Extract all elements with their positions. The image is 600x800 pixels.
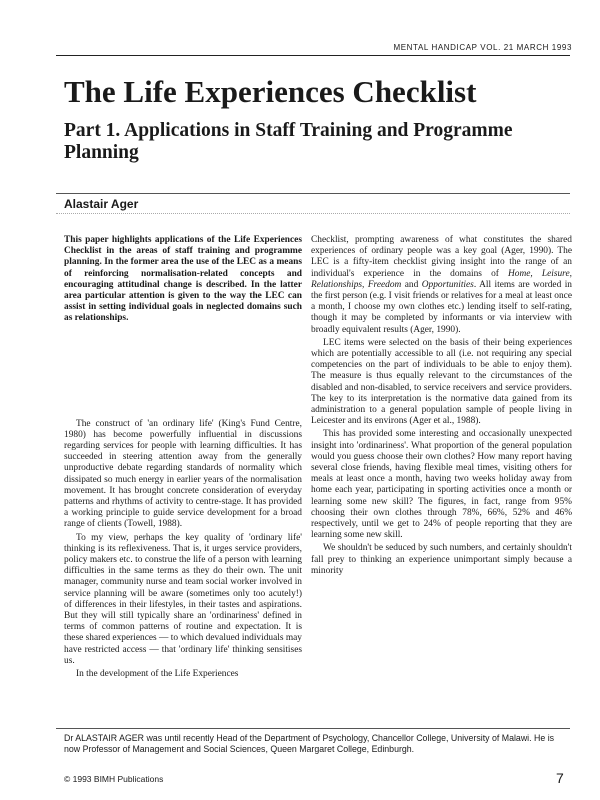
author-name: Alastair Ager xyxy=(64,197,139,211)
para-text: . All items are worded in the first person (e.g. I visit friends or relatives for a meal at least once a month, I choose my own clothes etc.) lending itself to self-rating, though it may be completed by informants or via interview with broadly equivalent results (Ager, 1990). xyxy=(311,279,572,335)
para-text: Checklist, prompting awareness of what constitutes the shared experiences of ordinary people was a key goal (Ager, 1990). The LEC is a fifty-item checklist giving insight into the range of an individual's experience in the domains of xyxy=(311,235,572,279)
article-title: The Life Experiences Checklist xyxy=(64,74,477,109)
domain-opportunities: Opportunities xyxy=(421,279,474,290)
copyright-notice: © 1993 BIMH Publications xyxy=(64,774,164,784)
domain-list: Home, Leisure, Relationships, Freedom xyxy=(311,268,572,290)
body-paragraph: This has provided some interesting and occasionally unexpected insight into 'ordinariness'. What proportion of the general population would you guess choose their own clothes? How many report having several close friends, having flexible meal times, visiting others for meals at least once a month, having two weeks holiday away from home each year, participating in sporting activities once a month or learning some new skill? The figures, in fact, range from 95% choosing their own clothes through 78%, 66%, 52% and 46% respectively, until we get to 24% of people reporting that they are learning some new skill. xyxy=(311,429,572,541)
right-column xyxy=(311,235,572,579)
journal-header: MENTAL HANDICAP VOL. 21 MARCH 1993 xyxy=(393,43,572,52)
abstract-spacer xyxy=(64,325,302,419)
body-paragraph: LEC items were selected on the basis of their being experiences which are potentially accessible to all (i.e. not requiring any special competencies on the part of individuals to be able to enjoy them). The measure is thus equally relevant to the circumstances of the disabled and non-disabled, to service receivers and service providers. The key to its interpretation is the normative data gained from its administration to a general population sample of people living in Leicester and its environs (Ager et al., 1988). xyxy=(311,337,572,427)
body-paragraph: To my view, perhaps the key quality of 'ordinary life' thinking is its reflexiveness. That is, it urges service providers, policy makers etc. to construe the life of a person with learning difficulties in the same terms as they do their own. The unit manager, community nurse and team social worker involved in service planning will be aware (sometimes only too acutely!) of differences in their lifestyles, in their tastes and aspirations. But they will still typically share an 'ordinariness' defined in terms of common patterns of routine and expectation. It is these shared experiences — to which devalued individuals may have restricted access — that 'ordinary life' thinking sensitises us. xyxy=(64,532,302,666)
body-paragraph: The construct of 'an ordinary life' (King's Fund Centre, 1980) has become powerfully influential in discussions regarding services for people with learning difficulties. It has succeeded in steering attention away from the generally unproductive debate regarding standards of normality which dissipated so much energy in earlier years of the normalisation movement. It has brought concrete consideration of everyday patterns and rhythms of activity to centre-stage. It has provided a working principle to guide service development for a broad range of clients (Towell, 1988). xyxy=(64,418,302,530)
body-paragraph xyxy=(311,235,572,336)
author-rule-bottom xyxy=(56,213,570,214)
header-rule xyxy=(56,55,570,56)
left-column xyxy=(64,235,302,682)
para-text: and xyxy=(401,279,422,290)
author-rule-top xyxy=(56,193,570,194)
bio-rule xyxy=(56,728,570,729)
page-number: 7 xyxy=(556,770,564,786)
abstract: This paper highlights applications of the Life Experiences Checklist in the areas of staff training and programme planning. In the former area the use of the LEC as a means of reinforcing normalisation-related concepts and encouraging attitudinal change is described. In the latter area particular attention is given to the way the LEC can assist in setting individual goals in neglected domains such as relationships. xyxy=(64,235,302,324)
body-paragraph: We shouldn't be seduced by such numbers, and certainly shouldn't fall prey to thinking an experience unimportant simply because a minority xyxy=(311,543,572,576)
body-paragraph: In the development of the Life Experiences xyxy=(76,669,239,680)
article-subtitle: Part 1. Applications in Staff Training and Programme Planning xyxy=(64,120,513,163)
author-bio: Dr ALASTAIR AGER was until recently Head of the Department of Psychology, Chancellor College, University of Malawi. He is now Professor of Management and Social Sciences, Queen Margaret College, Edinburgh. xyxy=(64,733,555,754)
